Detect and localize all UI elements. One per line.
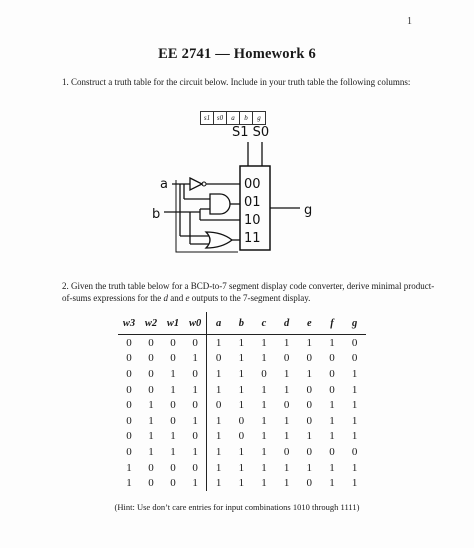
output-cell: 0 [238,414,245,427]
input-cell: 0 [170,461,176,474]
input-b-label: b [152,207,161,222]
page-number: 1 [407,16,412,27]
header-g: g [343,312,366,335]
input-cell: 0 [126,414,132,427]
output-cell: 1 [215,367,222,380]
table-row [118,351,366,367]
header-c: c [253,312,276,335]
output-cell: 0 [261,367,267,380]
output-cell: 1 [351,414,358,427]
output-cell: 1 [306,461,313,474]
input-cell: 0 [126,367,132,380]
output-cell: 1 [238,367,245,380]
input-cell: 0 [126,399,132,412]
output-cell: 1 [238,399,245,412]
output-cell: 1 [329,477,335,490]
input-cell: 0 [148,383,154,396]
input-cell: 1 [126,461,132,474]
column-a: a [227,112,240,124]
header-b: b [230,312,253,335]
input-cell: 0 [184,335,207,351]
input-cell: 0 [126,430,132,443]
input-cell: 0 [184,429,207,445]
output-cell: 1 [215,336,222,349]
output-cell: 1 [261,352,267,365]
output-cell: 0 [351,445,358,458]
output-cell: 1 [261,430,267,443]
input-cell: 0 [148,367,154,380]
output-cell: 1 [261,414,267,427]
column-s0: s0 [214,112,227,124]
header-w1: w1 [162,312,184,335]
output-cell: 1 [238,383,245,396]
input-cell: 0 [148,477,154,490]
input-cell: 1 [184,413,207,429]
input-cell: 0 [126,445,132,458]
header-w3: w3 [118,312,140,335]
table-row [118,444,366,460]
output-cell: 1 [261,461,267,474]
output-cell: 1 [351,477,358,490]
header-w0: w0 [184,312,207,335]
table-row [118,460,366,476]
output-cell: 0 [238,430,245,443]
input-cell: 0 [148,336,154,349]
output-cell: 1 [261,399,267,412]
input-cell: 0 [170,477,176,490]
input-cell: 0 [170,352,176,365]
output-cell: 1 [215,383,222,396]
output-cell: 1 [351,383,358,396]
table-row [118,366,366,382]
table-row [118,429,366,445]
output-cell: 0 [329,383,335,396]
output-cell: 0 [283,399,290,412]
output-cell: 0 [283,445,290,458]
input-cell: 0 [184,460,207,476]
output-cell: 1 [238,336,245,349]
output-cell: 0 [215,399,222,412]
input-cell: 0 [184,366,207,382]
input-cell: 0 [170,399,176,412]
output-cell: 1 [283,430,290,443]
output-cell: 1 [306,430,313,443]
mux-input-10: 10 [244,213,261,228]
output-cell: 1 [283,336,290,349]
output-cell: 1 [238,352,245,365]
output-cell: 1 [329,399,335,412]
output-cell: 1 [351,430,358,443]
output-cell: 1 [329,461,335,474]
input-cell: 0 [170,414,176,427]
output-cell: 1 [238,477,245,490]
input-cell: 0 [170,336,176,349]
mux-input-00: 00 [244,177,261,192]
input-cell: 1 [170,383,176,396]
input-cell: 1 [170,367,176,380]
input-cell: 0 [126,352,132,365]
output-cell: 1 [306,336,313,349]
output-cell: 1 [261,477,267,490]
header-a: a [207,312,230,335]
page-title: EE 2741 — Homework 6 [158,46,316,62]
mux-circuit-diagram [140,122,340,272]
input-cell: 1 [148,414,154,427]
output-cell: 1 [306,367,313,380]
output-cell: 1 [283,383,290,396]
output-g-label: g [304,203,313,218]
output-cell: 0 [329,445,335,458]
table-row [118,397,366,413]
output-cell: 0 [306,352,313,365]
table-row [118,413,366,429]
column-g: g [257,114,261,122]
bcd-truth-table [118,312,366,491]
output-cell: 0 [329,367,335,380]
input-cell: 1 [170,430,176,443]
or-gate-icon [206,232,232,248]
output-cell: 1 [238,445,245,458]
output-cell: 0 [351,352,358,365]
input-cell: 1 [184,444,207,460]
output-cell: 0 [306,477,313,490]
output-cell: 1 [329,430,335,443]
output-cell: 1 [261,383,267,396]
output-cell: 1 [215,477,222,490]
input-cell: 1 [184,382,207,398]
header-d: d [275,312,298,335]
output-cell: 1 [283,477,290,490]
output-cell: 0 [283,352,290,365]
output-cell: 1 [329,414,335,427]
header-e: e [298,312,321,335]
output-cell: 1 [238,461,245,474]
column-s1: s1 [201,112,214,124]
mux-input-01: 01 [244,195,261,210]
output-cell: 0 [329,352,335,365]
input-cell: 1 [148,445,154,458]
output-cell: 1 [283,461,290,474]
output-cell: 1 [329,336,335,349]
header-f: f [321,312,344,335]
input-cell: 0 [148,352,154,365]
table-row [118,382,366,398]
output-cell: 0 [306,399,313,412]
output-cell: 1 [351,399,358,412]
table-row [118,335,366,351]
header-w2: w2 [140,312,162,335]
output-cell: 0 [306,383,313,396]
question-1-text: 1. Construct a truth table for the circuit below. Include in your truth table the following columns: [62,77,411,87]
output-cell: 1 [215,414,222,427]
input-cell: 1 [184,475,207,491]
input-cell: 1 [184,351,207,367]
input-cell: 1 [148,430,154,443]
output-cell: 1 [261,336,267,349]
buffer-gate-icon [190,178,202,190]
output-cell: 0 [306,414,313,427]
question-2-text: 2. Given the truth table below for a BCD-to-7 segment display code converter, derive minimal product-of-sums expressions for the d and e outputs to the 7-segment display. [62,281,435,303]
and-gate-icon [210,194,230,214]
output-cell: 1 [351,367,358,380]
column-b: b [240,112,253,124]
mux-input-11: 11 [244,231,261,246]
input-cell: 0 [126,336,132,349]
output-cell: 0 [351,336,358,349]
input-cell: 0 [126,383,132,396]
input-cell: 0 [148,461,154,474]
select-label: S1 S0 [232,125,270,140]
output-cell: 0 [306,445,313,458]
input-cell: 1 [170,445,176,458]
output-cell: 1 [215,445,222,458]
output-cell: 1 [215,461,222,474]
input-cell: 0 [184,397,207,413]
input-cell: 1 [148,399,154,412]
output-cell: 1 [283,414,290,427]
hint-text: (Hint: Use don’t care entries for input combinations 1010 through 1111) [114,502,360,512]
input-cell: 1 [126,477,132,490]
output-cell: 1 [261,445,267,458]
output-cell: 1 [215,430,222,443]
table-row [118,475,366,491]
input-a-label: a [160,177,168,192]
output-cell: 1 [283,367,290,380]
output-cell: 0 [215,352,222,365]
output-cell: 1 [351,461,358,474]
